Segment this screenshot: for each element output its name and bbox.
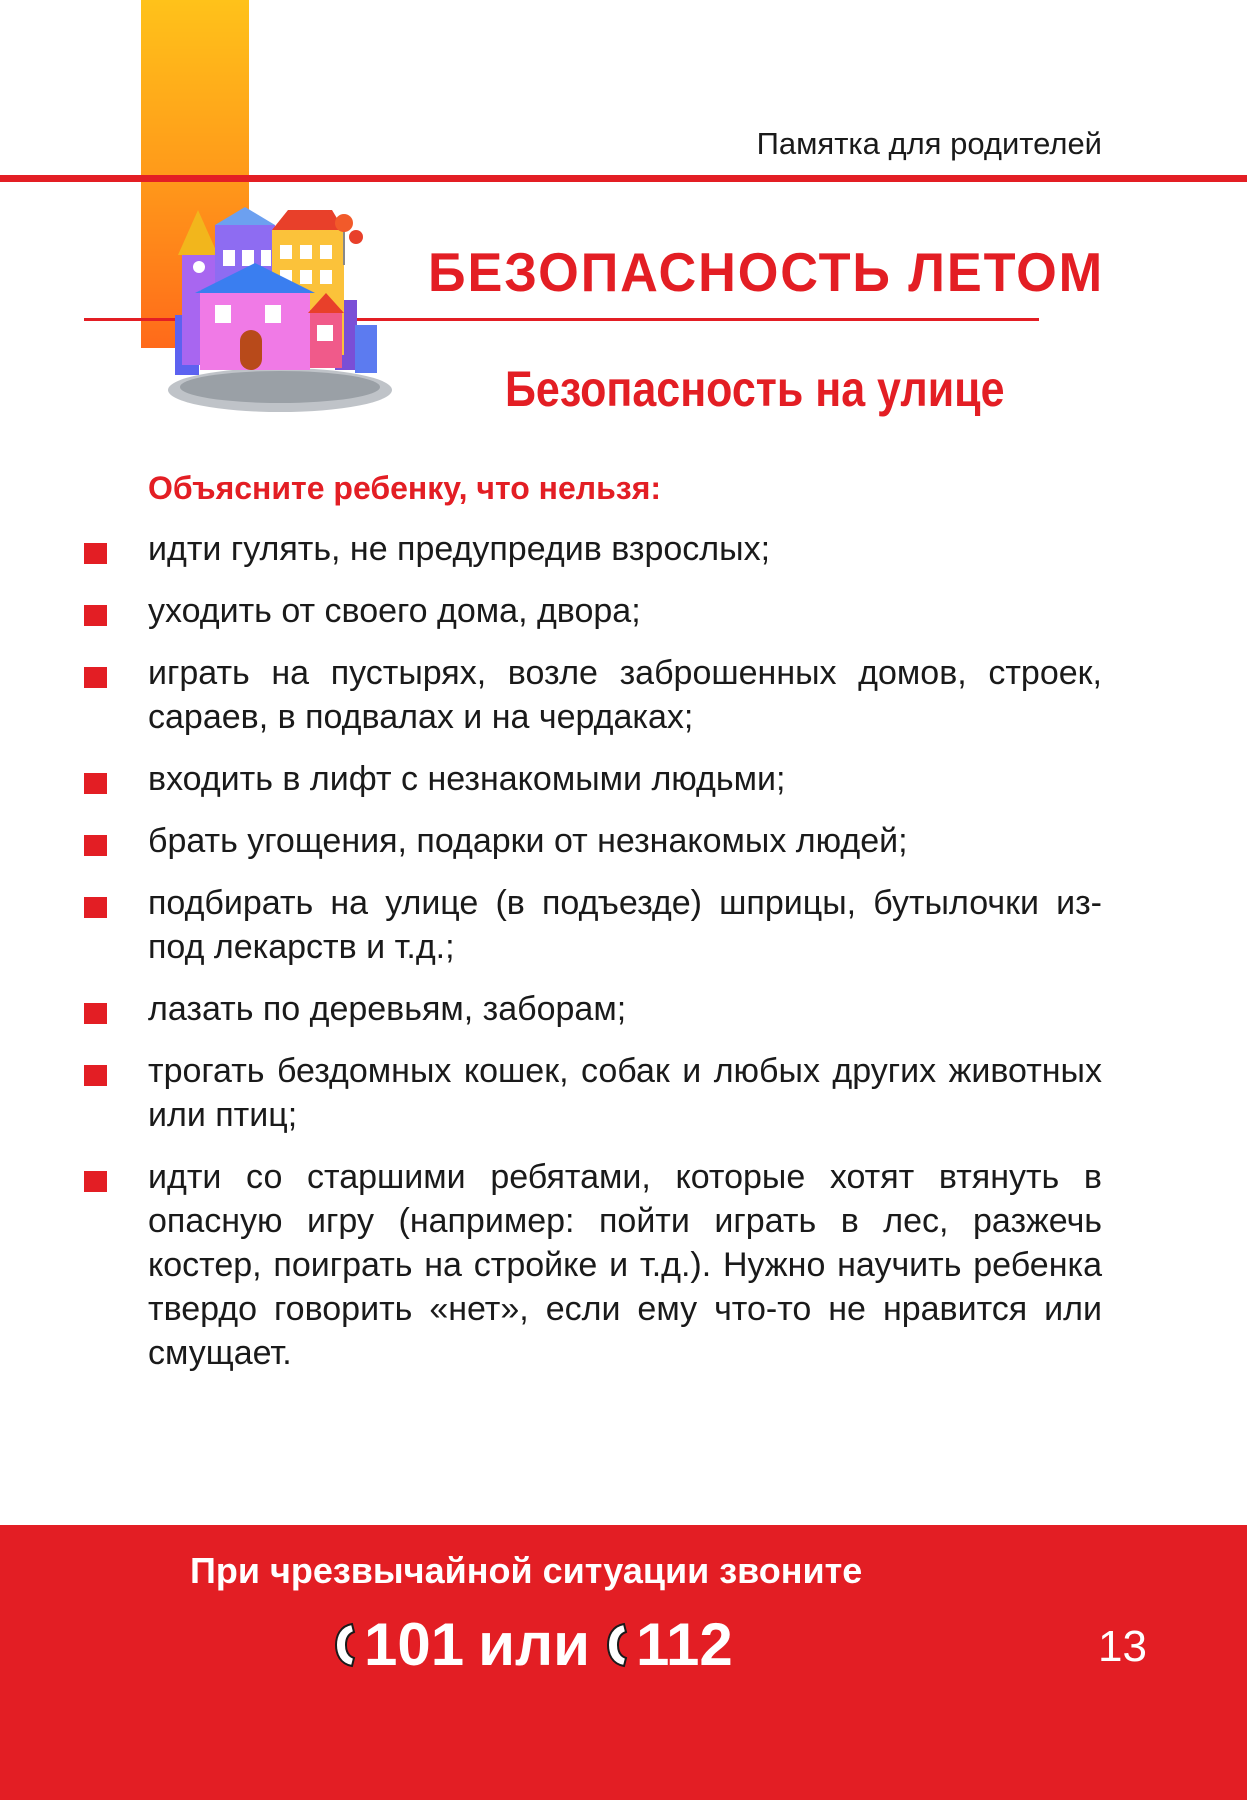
footer-call-text: При чрезвычайной ситуации звоните: [190, 1550, 863, 1591]
rule-text: входить в лифт с незнакомыми людьми;: [148, 760, 786, 798]
header-divider: [0, 175, 1247, 182]
bullet-square: [84, 543, 107, 564]
rule-text: подбирать на улице (в подъезде) шприцы, бутылочки из-под лекарств и т.д.;: [148, 884, 1102, 966]
houses-illustration: [160, 205, 400, 425]
main-title: БЕЗОПАСНОСТЬ ЛЕТОМ: [428, 241, 1105, 303]
header-label: Памятка для родителей: [756, 126, 1102, 161]
rule-item: [84, 819, 1102, 863]
emergency-number-112: 112: [636, 1611, 733, 1678]
rule-item: [84, 987, 1102, 1031]
rule-item: [84, 1049, 1102, 1137]
bullet-square: [84, 773, 107, 794]
bullet-square: [84, 605, 107, 626]
emergency-numbers: [332, 1610, 733, 1679]
phone-handset-icon: [332, 1620, 358, 1670]
rule-text: уходить от своего дома, двора;: [148, 592, 641, 630]
phone-handset-icon: [604, 1620, 630, 1670]
bullet-square: [84, 667, 107, 688]
bullet-square: [84, 1065, 107, 1086]
rules-list: [84, 527, 1102, 1393]
intro-heading: Объясните ребенку, что нельзя:: [148, 470, 662, 506]
bullet-square: [84, 1171, 107, 1192]
emergency-number-101: 101: [364, 1611, 465, 1678]
bullet-square: [84, 835, 107, 856]
rule-text: лазать по деревьям, заборам;: [148, 990, 627, 1028]
rule-item: [84, 527, 1102, 571]
rule-item: [84, 757, 1102, 801]
rule-item: [84, 651, 1102, 739]
or-word: или: [478, 1611, 590, 1678]
bullet-square: [84, 1003, 107, 1024]
rule-item: [84, 1155, 1102, 1375]
rule-text: брать угощения, подарки от незнакомых людей;: [148, 822, 908, 860]
page-number: 13: [1098, 1622, 1147, 1671]
bullet-square: [84, 897, 107, 918]
sub-title: Безопасность на улице: [505, 361, 1005, 417]
rule-item: [84, 881, 1102, 969]
rule-text: трогать бездомных кошек, собак и любых других животных или птиц;: [148, 1052, 1102, 1134]
rule-text: идти гулять, не предупредив взрослых;: [148, 530, 771, 568]
rule-text: играть на пустырях, возле заброшенных домов, строек, сараев, в подвалах и на чердаках;: [148, 654, 1102, 736]
rule-text: идти со старшими ребятами, которые хотят втянуть в опасную игру (например: пойти играть в лес, разжечь костер, поиграть на стройке и т.д.). Нужно научить ребенка твердо говорить «нет», если ему что-то не нравится или смущает.: [148, 1158, 1102, 1372]
rule-item: [84, 589, 1102, 633]
